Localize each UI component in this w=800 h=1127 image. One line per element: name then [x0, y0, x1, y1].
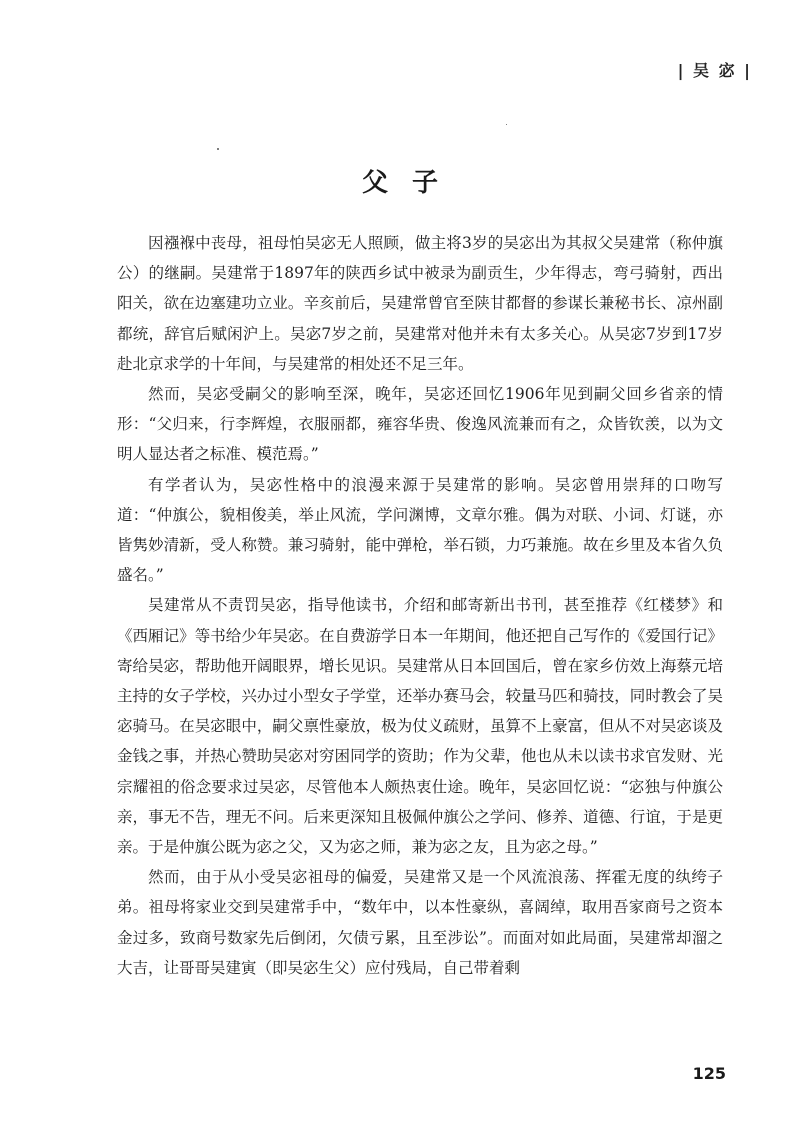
paragraph: 然而，吴宓受嗣父的影响至深，晚年，吴宓还回忆1906年见到嗣父回乡省亲的情形：“父归来，行李辉煌，衣服丽都，雍容华贵、俊逸风流兼而有之，众皆钦羡，以为文明人显达者之标准、模范焉。”: [117, 385, 723, 464]
page-number: 125: [692, 1064, 726, 1083]
body-text: [117, 228, 723, 983]
paragraph: 吴建常从不责罚吴宓，指导他读书，介绍和邮寄新出书刊，甚至推荐《红楼梦》和《西厢记》等书给少年吴宓。在自费游学日本一年期间，他还把自己写作的《爱国行记》寄给吴宓，帮助他开阔眼界，增长见识。吴建常从日本回国后，曾在家乡仿效上海蔡元培主持的女子学校，兴办过小型女子学堂，还举办赛马会，较量马匹和骑技，同时教会了吴宓骑马。在吴宓眼中，嗣父禀性豪放，极为仗义疏财，虽算不上豪富，但从不对吴宓谈及金钱之事，并热心赞助吴宓对穷困同学的资助；作为父辈，他也从未以读书求官发财、光宗耀祖的俗念要求过吴宓，尽管他本人颇热衷仕途。晚年，吴宓回忆说：“宓独与仲旗公亲，事无不告，理无不问。后来更深知且极佩仲旗公之学问、修养、道德、行谊，于是更亲。于是仲旗公既为宓之父，又为宓之师，兼为宓之友，且为宓之母。”: [117, 596, 723, 857]
paragraph: 因襁褓中丧母，祖母怕吴宓无人照顾，做主将3岁的吴宓出为其叔父吴建常（称仲旗公）的继嗣。吴建常于1897年的陕西乡试中被录为副贡生，少年得志，弯弓骑射，西出阳关，欲在边塞建功立业。辛亥前后，吴建常曾官至陕甘都督的参谋长兼秘书长、凉州副都统，辞官后赋闲沪上。吴宓7岁之前，吴建常对他并未有太多关心。从吴宓7岁到17岁赴北京求学的十年间，与吴建常的相处还不足三年。: [117, 234, 723, 373]
running-head: | 吴 宓 |: [677, 61, 752, 80]
paragraph: 然而，由于从小受吴宓祖母的偏爱，吴建常又是一个风流浪荡、挥霍无度的纨绔子弟。祖母将家业交到吴建常手中，“数年中，以本性豪纵，喜阔绰，取用吾家商号之资本金过多，致商号数家先后倒闭，欠债亏累，且至涉讼”。而面对如此局面，吴建常却溜之大吉，让哥哥吴建寅（即吴宓生父）应付残局，自己带着剩: [117, 868, 723, 977]
chapter-title: 父子: [361, 168, 462, 198]
scan-speck: [506, 124, 507, 125]
scan-speck: [217, 148, 219, 150]
paragraph: 有学者认为，吴宓性格中的浪漫来源于吴建常的影响。吴宓曾用崇拜的口吻写道：“仲旗公，貌相俊美，举止风流，学问渊博，文章尔雅。偶为对联、小词、灯谜，亦皆隽妙清新，受人称赞。兼习骑射，能中弹枪，举石锁，力巧兼施。故在乡里及本省久负盛名。”: [117, 475, 723, 585]
